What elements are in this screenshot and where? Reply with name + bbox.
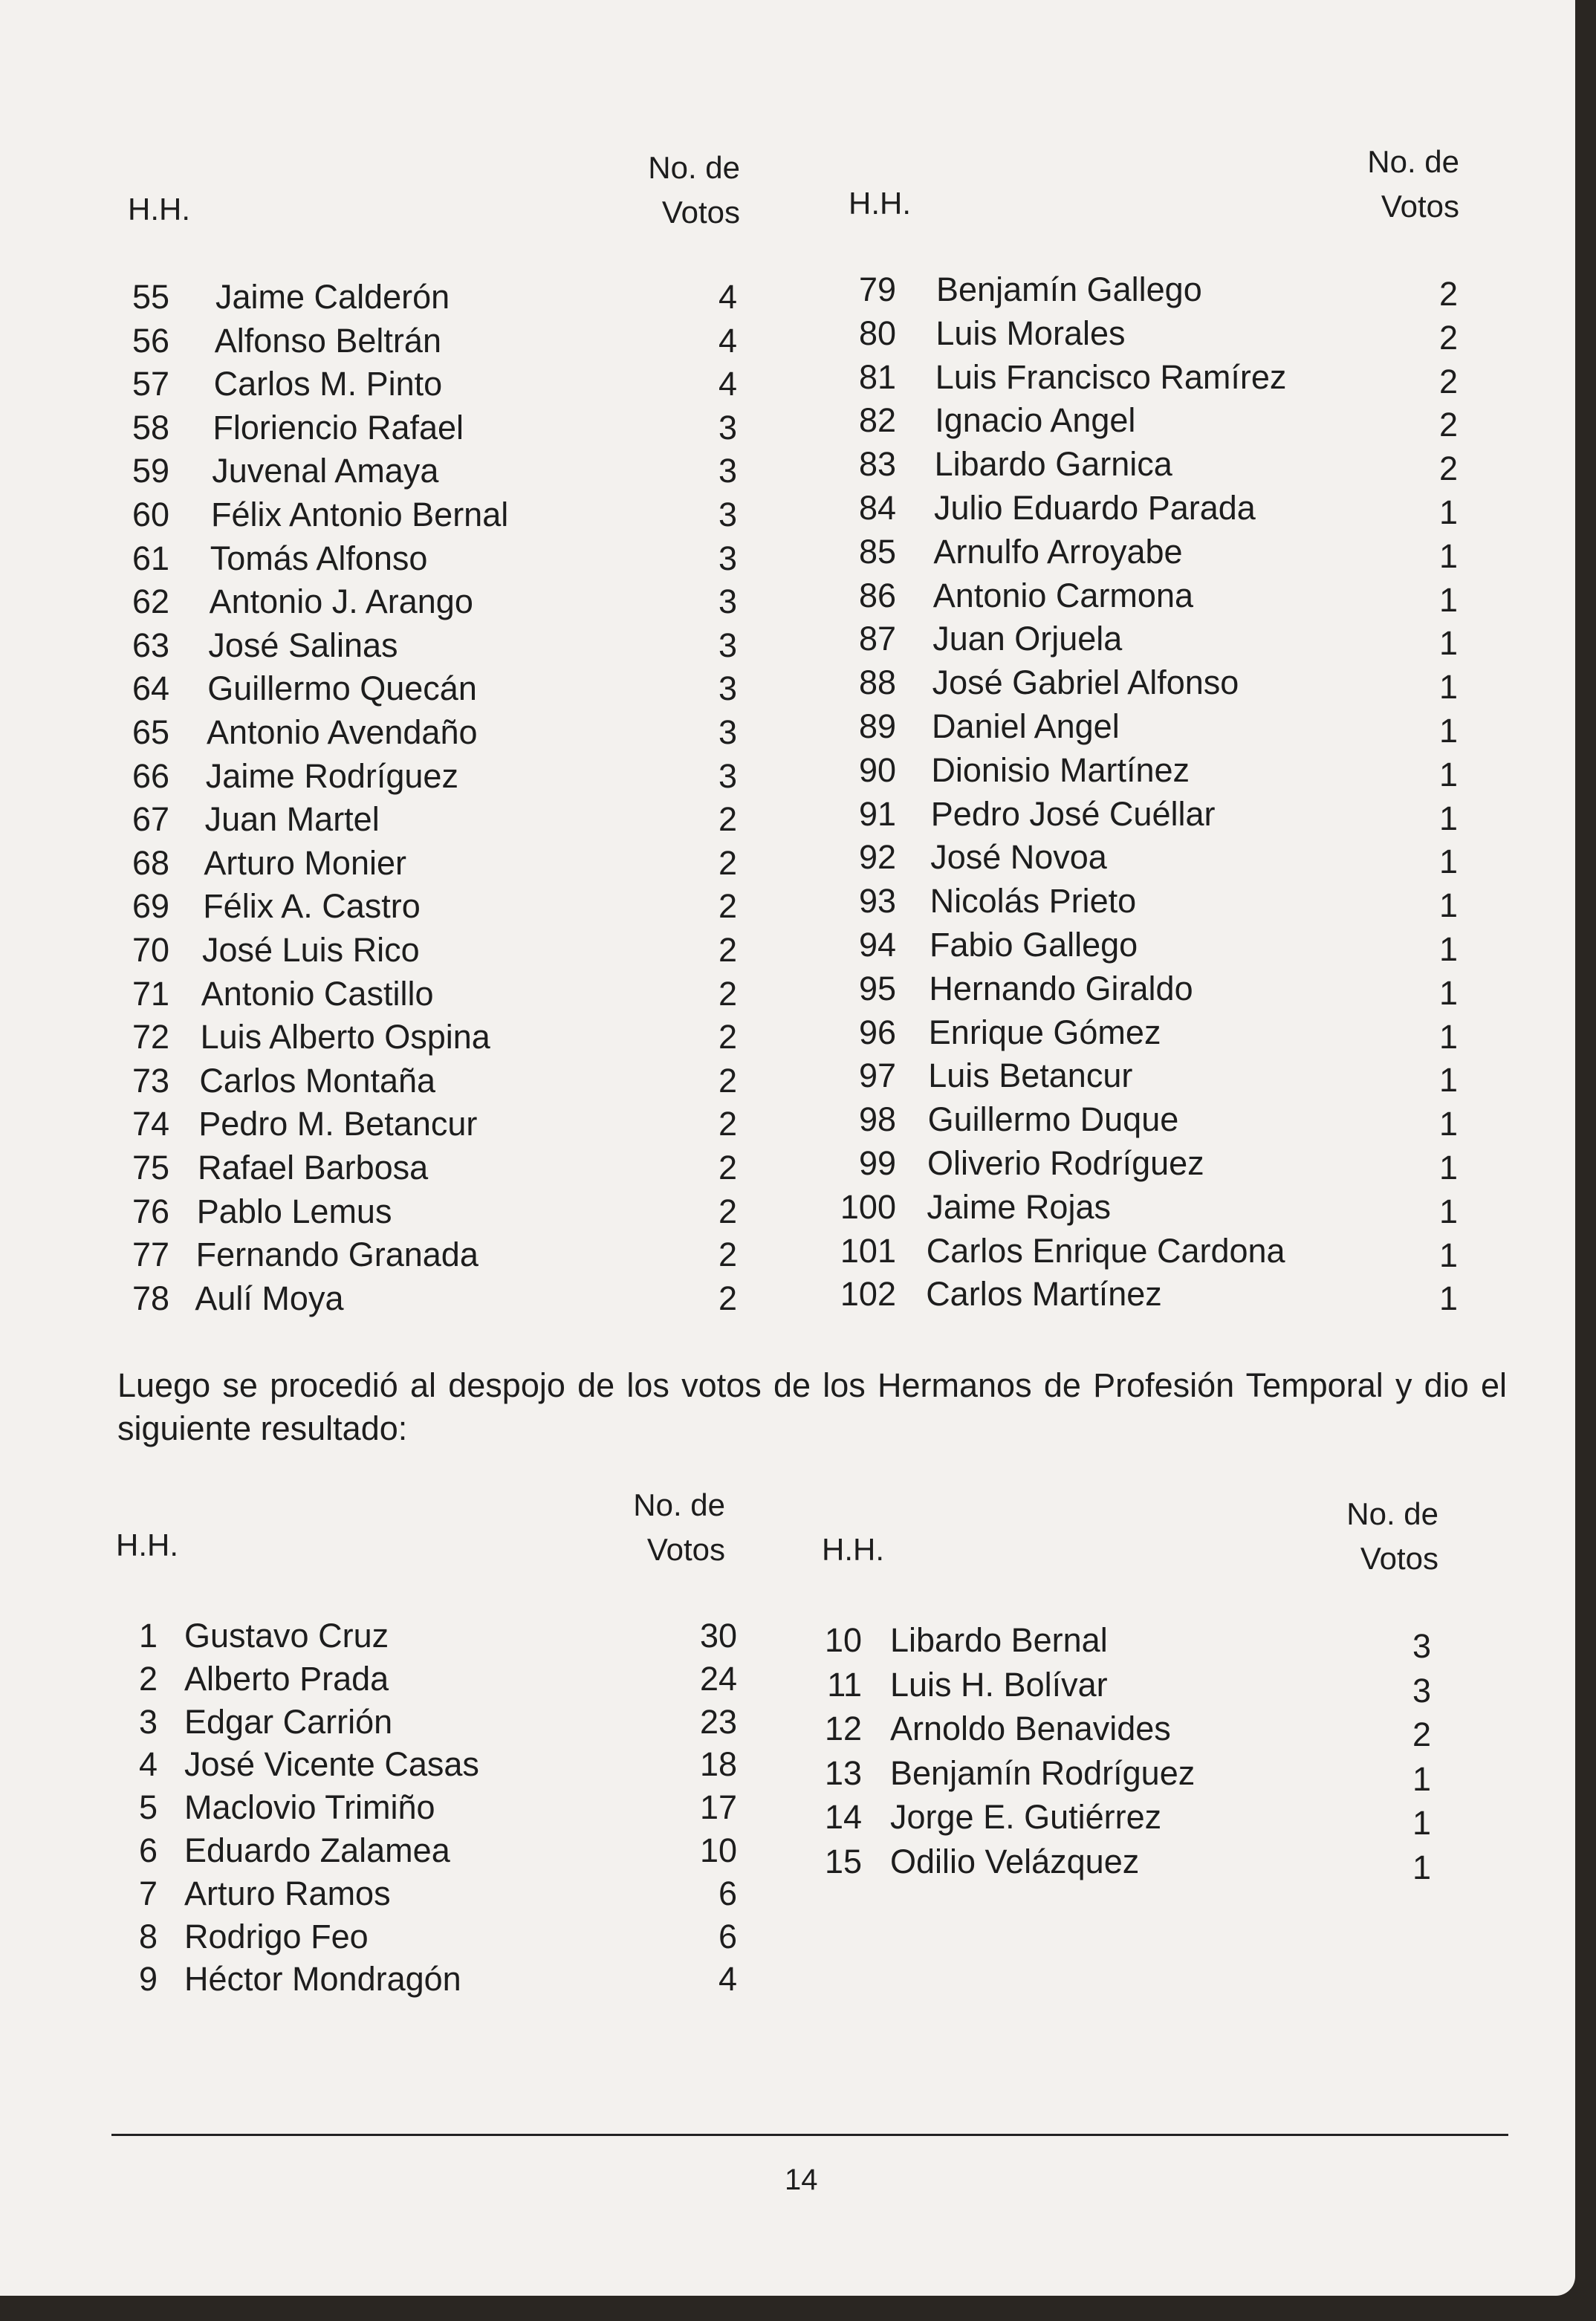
entry-votes: 3 bbox=[1412, 1627, 1431, 1665]
entry-number: 95 bbox=[858, 969, 896, 1007]
entry-name: Luis H. Bolívar bbox=[890, 1665, 1108, 1704]
entry-name: Benjamín Rodríguez bbox=[890, 1753, 1196, 1792]
entry-votes: 2 bbox=[718, 887, 737, 926]
entry-number: 78 bbox=[132, 1279, 169, 1317]
entry-number: 71 bbox=[132, 974, 169, 1013]
entry-number: 101 bbox=[840, 1231, 896, 1270]
entry-number: 81 bbox=[858, 357, 896, 396]
entry-number: 14 bbox=[824, 1798, 862, 1836]
entry-votes: 1 bbox=[1438, 930, 1458, 968]
entry-name: Guillermo Duque bbox=[927, 1100, 1179, 1139]
entry-number: 56 bbox=[132, 321, 169, 360]
entry-name: Héctor Mondragón bbox=[184, 1960, 461, 1999]
entry-votes: 2 bbox=[718, 1192, 737, 1230]
entry-votes: 1 bbox=[1412, 1759, 1431, 1798]
header-no-de: No. de bbox=[1367, 144, 1459, 179]
entry-name: Rodrigo Feo bbox=[184, 1917, 369, 1955]
entry-votes: 1 bbox=[1438, 843, 1458, 881]
entry-number: 88 bbox=[858, 663, 896, 702]
entry-number: 79 bbox=[858, 270, 896, 308]
entry-votes: 1 bbox=[1412, 1804, 1431, 1842]
entry-number: 61 bbox=[132, 539, 169, 577]
entry-number: 69 bbox=[132, 887, 169, 926]
entry-number: 4 bbox=[138, 1745, 158, 1784]
entry-votes: 3 bbox=[718, 669, 737, 708]
header-votos-left-2 bbox=[580, 1483, 725, 1572]
entry-name: Fernando Granada bbox=[195, 1236, 479, 1274]
entry-name: Enrique Gómez bbox=[928, 1013, 1161, 1051]
entry-votes: 1 bbox=[1438, 624, 1458, 663]
entry-name: Ignacio Angel bbox=[935, 401, 1136, 440]
entry-name: Carlos Martínez bbox=[926, 1275, 1162, 1314]
header-votos: Votos bbox=[1381, 189, 1459, 224]
entry-votes: 17 bbox=[699, 1788, 737, 1827]
entry-name: Eduardo Zalamea bbox=[184, 1831, 450, 1869]
entry-number: 66 bbox=[132, 756, 169, 795]
entry-votes: 1 bbox=[1438, 580, 1458, 619]
entry-number: 65 bbox=[132, 713, 169, 751]
entry-number: 84 bbox=[858, 489, 896, 527]
entry-name: Pedro José Cuéllar bbox=[930, 794, 1216, 833]
entry-name: José Gabriel Alfonso bbox=[932, 663, 1239, 702]
entry-votes: 3 bbox=[718, 496, 737, 533]
entry-votes: 2 bbox=[718, 931, 737, 969]
entry-name: Edgar Carrión bbox=[184, 1702, 393, 1741]
entry-name: José Salinas bbox=[208, 626, 398, 664]
entry-number: 98 bbox=[858, 1100, 896, 1139]
entry-name: Tomás Alfonso bbox=[210, 539, 428, 577]
entry-number: 9 bbox=[138, 1960, 158, 1999]
entry-number: 15 bbox=[824, 1842, 862, 1880]
entry-number: 55 bbox=[132, 278, 169, 316]
entry-votes: 3 bbox=[718, 626, 737, 664]
entry-votes: 4 bbox=[718, 365, 737, 403]
entry-name: Libardo Garnica bbox=[934, 445, 1172, 484]
entry-number: 75 bbox=[132, 1149, 169, 1187]
entry-name: Fabio Gallego bbox=[930, 926, 1138, 964]
result-paragraph: Luego se procedió al despojo de los votos de los Hermanos de Profesión Temporal y dio el siguiente resultado: bbox=[117, 1366, 1507, 1447]
entry-votes: 3 bbox=[718, 408, 737, 447]
entry-votes: 2 bbox=[718, 800, 737, 839]
entry-number: 60 bbox=[132, 496, 169, 533]
entry-number: 3 bbox=[138, 1702, 158, 1741]
entry-votes: 1 bbox=[1438, 1061, 1458, 1100]
entry-votes: 2 bbox=[718, 1279, 737, 1317]
entry-number: 94 bbox=[858, 926, 896, 964]
entry-votes: 2 bbox=[718, 1018, 737, 1056]
entry-number: 76 bbox=[132, 1192, 169, 1230]
entry-name: Nicolás Prieto bbox=[930, 882, 1137, 921]
entry-name: Antonio Castillo bbox=[201, 974, 434, 1013]
entry-votes: 2 bbox=[1438, 406, 1458, 444]
entry-number: 63 bbox=[132, 626, 169, 664]
entry-number: 96 bbox=[858, 1013, 896, 1051]
entry-number: 5 bbox=[138, 1788, 158, 1827]
entry-votes: 1 bbox=[1412, 1848, 1431, 1886]
entry-name: José Vicente Casas bbox=[184, 1745, 479, 1784]
header-hh-right-1: H.H. bbox=[849, 186, 911, 221]
entry-name: Libardo Bernal bbox=[890, 1621, 1108, 1659]
entry-name: José Luis Rico bbox=[202, 931, 420, 969]
entry-votes: 1 bbox=[1438, 536, 1458, 575]
entry-number: 99 bbox=[858, 1144, 896, 1182]
entry-number: 8 bbox=[138, 1917, 158, 1955]
entry-votes: 3 bbox=[718, 452, 737, 490]
entry-votes: 3 bbox=[718, 756, 737, 795]
entry-votes: 23 bbox=[699, 1702, 737, 1741]
header-no-de: No. de bbox=[633, 1487, 725, 1522]
entry-votes: 2 bbox=[718, 1061, 737, 1100]
entry-votes: 2 bbox=[1412, 1715, 1431, 1753]
entry-number: 1 bbox=[138, 1617, 158, 1655]
entry-name: Jaime Rodríguez bbox=[205, 756, 458, 795]
entry-number: 83 bbox=[858, 445, 896, 484]
entry-number: 72 bbox=[132, 1018, 169, 1056]
header-votos: Votos bbox=[646, 1532, 725, 1567]
entry-name: Arnoldo Benavides bbox=[890, 1710, 1171, 1747]
entry-name: Aulí Moya bbox=[195, 1279, 344, 1317]
entry-name: Hernando Giraldo bbox=[929, 969, 1193, 1007]
entry-votes: 30 bbox=[699, 1617, 737, 1655]
entry-name: Antonio Carmona bbox=[932, 576, 1193, 614]
entry-number: 7 bbox=[138, 1874, 158, 1912]
entry-number: 64 bbox=[132, 669, 169, 708]
entry-votes: 6 bbox=[718, 1874, 737, 1912]
entry-name: Benjamín Gallego bbox=[936, 270, 1202, 308]
entry-votes: 3 bbox=[718, 713, 737, 751]
entry-name: Antonio J. Arango bbox=[209, 582, 473, 621]
entry-name: Luis Alberto Ospina bbox=[200, 1018, 490, 1056]
entry-number: 10 bbox=[824, 1621, 862, 1659]
entry-number: 6 bbox=[138, 1831, 158, 1869]
entry-name: Carlos M. Pinto bbox=[213, 365, 443, 403]
entry-votes: 4 bbox=[718, 278, 737, 316]
entry-votes: 2 bbox=[718, 1105, 737, 1143]
entry-name: Félix Antonio Bernal bbox=[211, 496, 509, 533]
header-votos-right-1 bbox=[1314, 140, 1459, 229]
entry-number: 12 bbox=[824, 1710, 862, 1747]
entry-name: Alfonso Beltrán bbox=[214, 321, 441, 360]
entry-name: Oliverio Rodríguez bbox=[927, 1144, 1204, 1182]
entry-votes: 4 bbox=[718, 1960, 737, 1999]
entry-name: Juan Orjuela bbox=[932, 620, 1123, 658]
entry-name: Carlos Enrique Cardona bbox=[926, 1231, 1285, 1270]
entry-votes: 1 bbox=[1438, 886, 1458, 925]
entry-number: 58 bbox=[132, 408, 169, 447]
entry-name: Dionisio Martínez bbox=[931, 750, 1190, 789]
entry-number: 86 bbox=[858, 576, 896, 614]
entry-votes: 1 bbox=[1438, 799, 1458, 837]
entry-votes: 1 bbox=[1438, 755, 1458, 793]
entry-votes: 6 bbox=[718, 1917, 737, 1955]
entry-name: Jaime Calderón bbox=[215, 278, 450, 316]
entry-votes: 1 bbox=[1438, 668, 1458, 707]
header-votos: Votos bbox=[1360, 1541, 1438, 1576]
entry-name: Daniel Angel bbox=[932, 707, 1120, 745]
entry-name: Odilio Velázquez bbox=[890, 1842, 1140, 1880]
entry-votes: 1 bbox=[1438, 1017, 1458, 1056]
entry-name: Jaime Rojas bbox=[927, 1187, 1111, 1226]
entry-name: José Novoa bbox=[930, 838, 1107, 877]
entry-name: Alberto Prada bbox=[184, 1659, 389, 1698]
entry-name: Arturo Monier bbox=[204, 843, 406, 882]
entry-number: 70 bbox=[132, 931, 169, 969]
entry-votes: 4 bbox=[718, 321, 737, 360]
entry-number: 73 bbox=[132, 1061, 169, 1100]
entry-name: Rafael Barbosa bbox=[198, 1149, 429, 1187]
entry-number: 91 bbox=[858, 794, 896, 833]
entry-number: 13 bbox=[824, 1753, 862, 1792]
entry-number: 85 bbox=[858, 532, 896, 571]
entry-name: Antonio Avendaño bbox=[207, 713, 478, 751]
entry-votes: 18 bbox=[699, 1745, 737, 1784]
entry-number: 82 bbox=[858, 401, 896, 440]
page-number: 14 bbox=[785, 2163, 818, 2196]
entry-name: Gustavo Cruz bbox=[184, 1617, 389, 1655]
entry-votes: 3 bbox=[718, 539, 737, 577]
entry-votes: 3 bbox=[1412, 1671, 1431, 1710]
entry-name: Julio Eduardo Parada bbox=[934, 489, 1256, 527]
entry-number: 77 bbox=[132, 1236, 169, 1274]
entry-name: Juvenal Amaya bbox=[212, 452, 439, 490]
header-votos-right-2 bbox=[1293, 1492, 1438, 1581]
entry-votes: 1 bbox=[1438, 1279, 1458, 1318]
header-votos-left-1 bbox=[594, 146, 740, 235]
entry-votes: 1 bbox=[1438, 973, 1458, 1012]
header-hh-left-2: H.H. bbox=[116, 1528, 178, 1562]
entry-votes: 2 bbox=[1438, 275, 1458, 313]
entry-votes: 1 bbox=[1438, 1149, 1458, 1187]
entry-votes: 2 bbox=[1438, 318, 1458, 357]
entry-name: Carlos Montaña bbox=[199, 1061, 436, 1100]
entry-number: 102 bbox=[840, 1275, 896, 1314]
entry-votes: 2 bbox=[718, 974, 737, 1013]
entry-name: Arturo Ramos bbox=[184, 1874, 391, 1912]
entry-name: Floriencio Rafael bbox=[213, 408, 464, 447]
entry-number: 89 bbox=[858, 707, 896, 745]
entry-votes: 1 bbox=[1438, 493, 1458, 531]
entry-votes: 2 bbox=[718, 843, 737, 882]
entry-number: 2 bbox=[138, 1659, 158, 1698]
entry-votes: 3 bbox=[718, 582, 737, 621]
entry-number: 57 bbox=[132, 365, 169, 403]
header-no-de: No. de bbox=[1346, 1496, 1438, 1531]
entry-number: 90 bbox=[858, 750, 896, 789]
entry-number: 74 bbox=[132, 1105, 169, 1143]
header-hh-left-1: H.H. bbox=[128, 192, 190, 227]
entry-votes: 2 bbox=[1438, 362, 1458, 400]
entry-number: 93 bbox=[858, 882, 896, 921]
entry-name: Guillermo Quecán bbox=[207, 669, 477, 708]
entry-name: Luis Francisco Ramírez bbox=[935, 357, 1287, 396]
entry-number: 80 bbox=[858, 314, 896, 352]
header-no-de: No. de bbox=[648, 150, 740, 185]
entry-number: 67 bbox=[132, 800, 169, 839]
entry-number: 11 bbox=[827, 1665, 862, 1704]
entry-number: 97 bbox=[858, 1056, 896, 1095]
entry-votes: 10 bbox=[699, 1831, 737, 1869]
entry-name: Pedro M. Betancur bbox=[198, 1105, 478, 1143]
entry-name: Luis Morales bbox=[935, 314, 1126, 352]
entry-votes: 1 bbox=[1438, 1236, 1458, 1274]
entry-name: Pablo Lemus bbox=[196, 1192, 392, 1230]
entry-votes: 1 bbox=[1438, 1105, 1458, 1143]
entry-name: Jorge E. Gutiérrez bbox=[890, 1798, 1162, 1836]
entry-votes: 24 bbox=[699, 1659, 737, 1698]
entry-name: Arnulfo Arroyabe bbox=[933, 532, 1183, 571]
entry-votes: 1 bbox=[1438, 1192, 1458, 1230]
entry-number: 59 bbox=[132, 452, 169, 490]
entry-number: 68 bbox=[132, 843, 169, 882]
entry-votes: 2 bbox=[718, 1149, 737, 1187]
entry-number: 62 bbox=[132, 582, 169, 621]
entry-name: Félix A. Castro bbox=[203, 887, 421, 926]
entry-number: 100 bbox=[840, 1187, 896, 1226]
entry-number: 87 bbox=[858, 620, 896, 658]
entry-number: 92 bbox=[858, 838, 896, 877]
entry-name: Luis Betancur bbox=[928, 1056, 1133, 1095]
entry-votes: 1 bbox=[1438, 712, 1458, 750]
entry-votes: 2 bbox=[1438, 449, 1458, 488]
header-hh-right-2: H.H. bbox=[822, 1532, 884, 1567]
entry-votes: 2 bbox=[718, 1236, 737, 1274]
header-votos: Votos bbox=[661, 195, 740, 230]
entry-name: Maclovio Trimiño bbox=[184, 1788, 435, 1827]
footer-rule bbox=[111, 2134, 1508, 2136]
entry-name: Juan Martel bbox=[204, 800, 380, 839]
